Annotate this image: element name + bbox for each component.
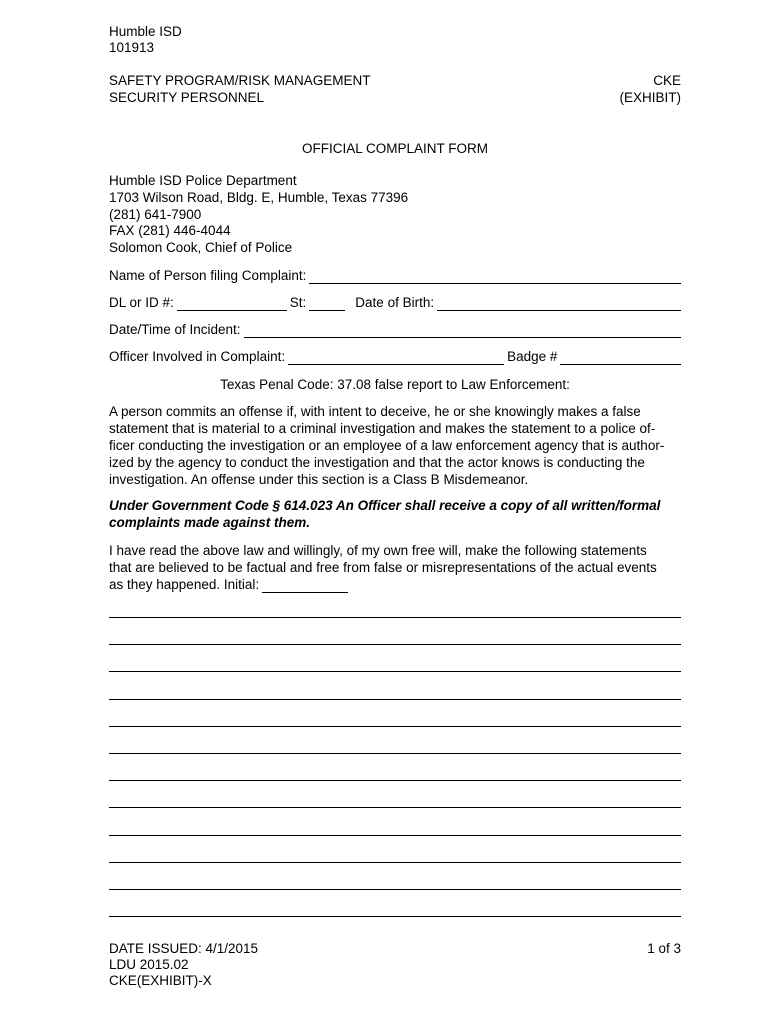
affirmation-paragraph <box>109 542 681 593</box>
department-chief: Solomon Cook, Chief of Police <box>109 240 293 255</box>
incident-datetime-field[interactable] <box>244 323 681 338</box>
statute-line: statement that is material to a criminal investigation and makes the statement to a police of- <box>109 421 656 436</box>
document-code: CKE(EXHIBIT)-X <box>109 973 212 988</box>
ldu-code: LDU 2015.02 <box>109 957 189 972</box>
statement-line[interactable] <box>109 835 681 836</box>
state-field[interactable] <box>309 296 345 311</box>
statement-line[interactable] <box>109 726 681 727</box>
complainant-label: Name of Person filing Complaint: <box>109 268 307 283</box>
affirmation-line: that are believed to be factual and free from false or misrepresentations of the actual events <box>109 560 657 575</box>
statement-line[interactable] <box>109 889 681 890</box>
dl-id-field[interactable] <box>177 296 287 311</box>
government-code-notice <box>109 497 681 531</box>
department-address: 1703 Wilson Road, Bldg. E, Humble, Texas 77396 <box>109 190 409 205</box>
statute-line: ficer conducting the investigation or an employee of a law enforcement agency that is author- <box>109 438 665 453</box>
statement-line[interactable] <box>109 671 681 672</box>
statement-line[interactable] <box>109 862 681 863</box>
statement-line[interactable] <box>109 753 681 754</box>
department-fax: FAX (281) 446-4044 <box>109 223 231 238</box>
statute-paragraph <box>109 403 681 488</box>
badge-field[interactable] <box>560 350 681 365</box>
id-row <box>109 293 681 311</box>
initial-label: as they happened. Initial: <box>109 577 260 592</box>
statute-line: ized by the agency to conduct the investigation and that the actor knows is conducting the <box>109 455 645 470</box>
gov-code-line: complaints made against them. <box>109 515 311 530</box>
complainant-row <box>109 266 681 284</box>
form-title: OFFICIAL COMPLAINT FORM <box>301 141 488 156</box>
badge-label: Badge # <box>507 349 558 364</box>
incident-label: Date/Time of Incident: <box>109 322 241 337</box>
affirmation-line: I have read the above law and willingly, of my own free will, make the following statements <box>109 543 647 558</box>
statute-line: investigation. An offense under this section is a Class B Misdemeanor. <box>109 472 529 487</box>
policy-code: CKE <box>653 73 681 88</box>
section-subtitle: SECURITY PERSONNEL <box>109 90 265 105</box>
complainant-name-field[interactable] <box>309 269 681 284</box>
dob-label: Date of Birth: <box>355 295 435 310</box>
document-page <box>109 0 681 1024</box>
statement-line[interactable] <box>109 699 681 700</box>
officer-row <box>109 347 681 365</box>
statement-line[interactable] <box>109 617 681 618</box>
section-title: SAFETY PROGRAM/RISK MANAGEMENT <box>109 73 371 88</box>
date-issued: DATE ISSUED: 4/1/2015 <box>109 941 259 956</box>
page-number: 1 of 3 <box>647 941 681 956</box>
affirmation-last-line <box>109 576 681 593</box>
initial-field[interactable] <box>262 579 348 593</box>
incident-row <box>109 320 681 338</box>
statute-line: A person commits an offense if, with intent to deceive, he or she knowingly makes a false <box>109 404 641 419</box>
statement-line[interactable] <box>109 644 681 645</box>
district-code: 101913 <box>109 40 155 55</box>
department-name: Humble ISD Police Department <box>109 173 297 188</box>
gov-code-line: Under Government Code § 614.023 An Officer shall receive a copy of all written/formal <box>109 498 661 513</box>
dl-label: DL or ID #: <box>109 295 174 310</box>
statement-line[interactable] <box>109 916 681 917</box>
st-label: St: <box>289 295 307 310</box>
statement-line[interactable] <box>109 807 681 808</box>
officer-label: Officer Involved in Complaint: <box>109 349 286 364</box>
penal-code-heading: Texas Penal Code: 37.08 false report to Law Enforcement: <box>220 377 570 392</box>
district-name: Humble ISD <box>109 24 182 39</box>
officer-name-field[interactable] <box>288 350 504 365</box>
department-phone: (281) 641-7900 <box>109 207 202 222</box>
statement-line[interactable] <box>109 780 681 781</box>
policy-type: (EXHIBIT) <box>619 90 681 105</box>
dob-field[interactable] <box>437 296 681 311</box>
